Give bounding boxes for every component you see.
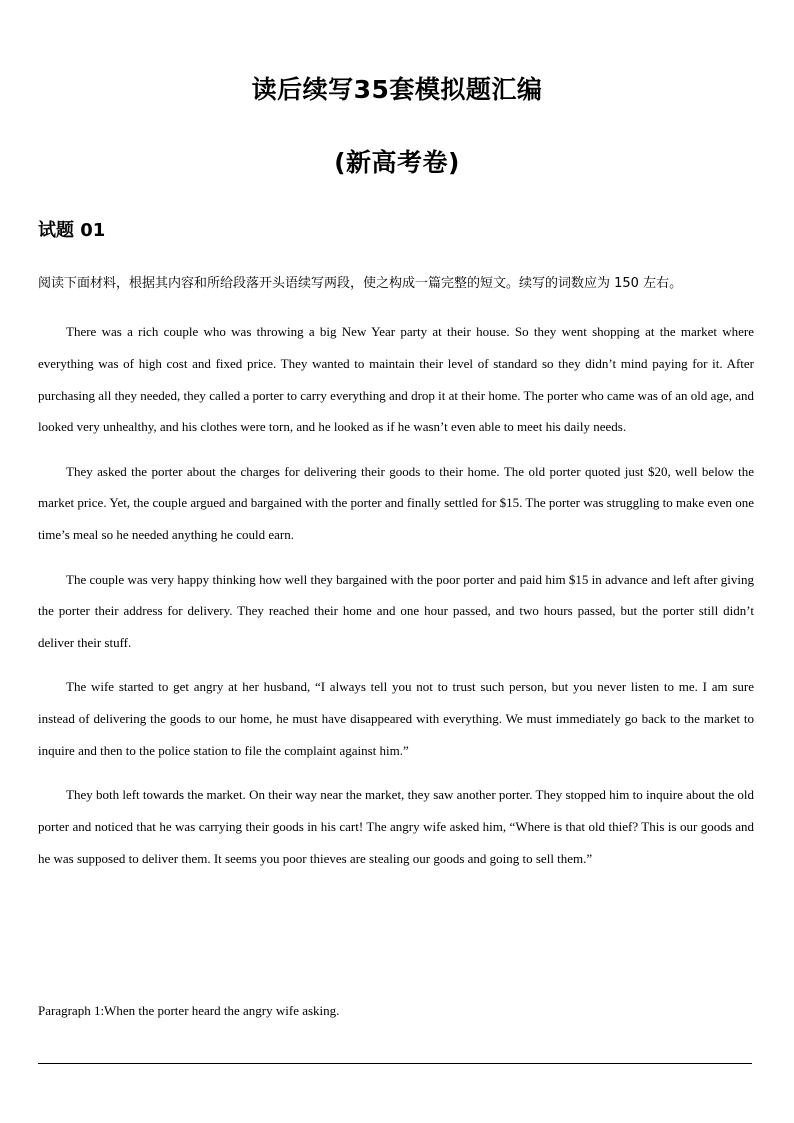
- writing-line: [38, 1063, 752, 1064]
- story-text: [38, 316, 754, 887]
- story-paragraph: They both left towards the market. On their way near the market, they saw another porter. They stopped him to inquire about the old porter and noticed that he was carrying their goods in his cart! The angry wife asked him, “Where is that old thief? This is our goods and he was supposed to deliver them. It seems you poor thieves are stealing our goods and going to sell them.”: [38, 787, 754, 866]
- document-title: 读后续写35套模拟题汇编: [251, 75, 543, 104]
- story-paragraph: They asked the porter about the charges for delivering their goods to their home. The old porter quoted just $20, well below the market price. Yet, the couple argued and bargained with the porter and finally settled for $15. The porter was struggling to make even one time’s meal so he needed anything he could earn.: [38, 463, 754, 543]
- document-subtitle: (新高考卷): [334, 148, 460, 177]
- paragraph-1-prompt: Paragraph 1:When the porter heard the angry wife asking.: [38, 1003, 340, 1018]
- story-paragraph: The couple was very happy thinking how well they bargained with the poor porter and paid him $15 in advance and left after giving the porter their address for delivery. They reached their home and one hour passed, and two hours passed, but the porter still didn’t deliver their stuff.: [38, 571, 754, 651]
- section-title: 试题 01: [38, 220, 106, 241]
- task-instruction: 阅读下面材料，根据其内容和所给段落开头语续写两段，使之构成一篇完整的短文。续写的词数应为 150 左右。: [38, 276, 683, 291]
- story-paragraph: The wife started to get angry at her husband, “I always tell you not to trust such person, but you never listen to me. I am sure instead of delivering the goods to our home, he must have disappeared with everything. We must immediately go back to the market to inquire and then to the police station to file the complaint against him.”: [38, 679, 754, 759]
- story-paragraph: There was a rich couple who was throwing a big New Year party at their house. So they went shopping at the market where everything was of high cost and fixed price. They wanted to maintain their level of standard so they didn’t mind paying for it. After purchasing all they needed, they called a porter to carry everything and drop it at their home. The porter who came was of an old age, and looked very unhealthy, and his clothes were torn, and he looked as if he wasn’t even able to meet his daily needs.: [38, 324, 754, 435]
